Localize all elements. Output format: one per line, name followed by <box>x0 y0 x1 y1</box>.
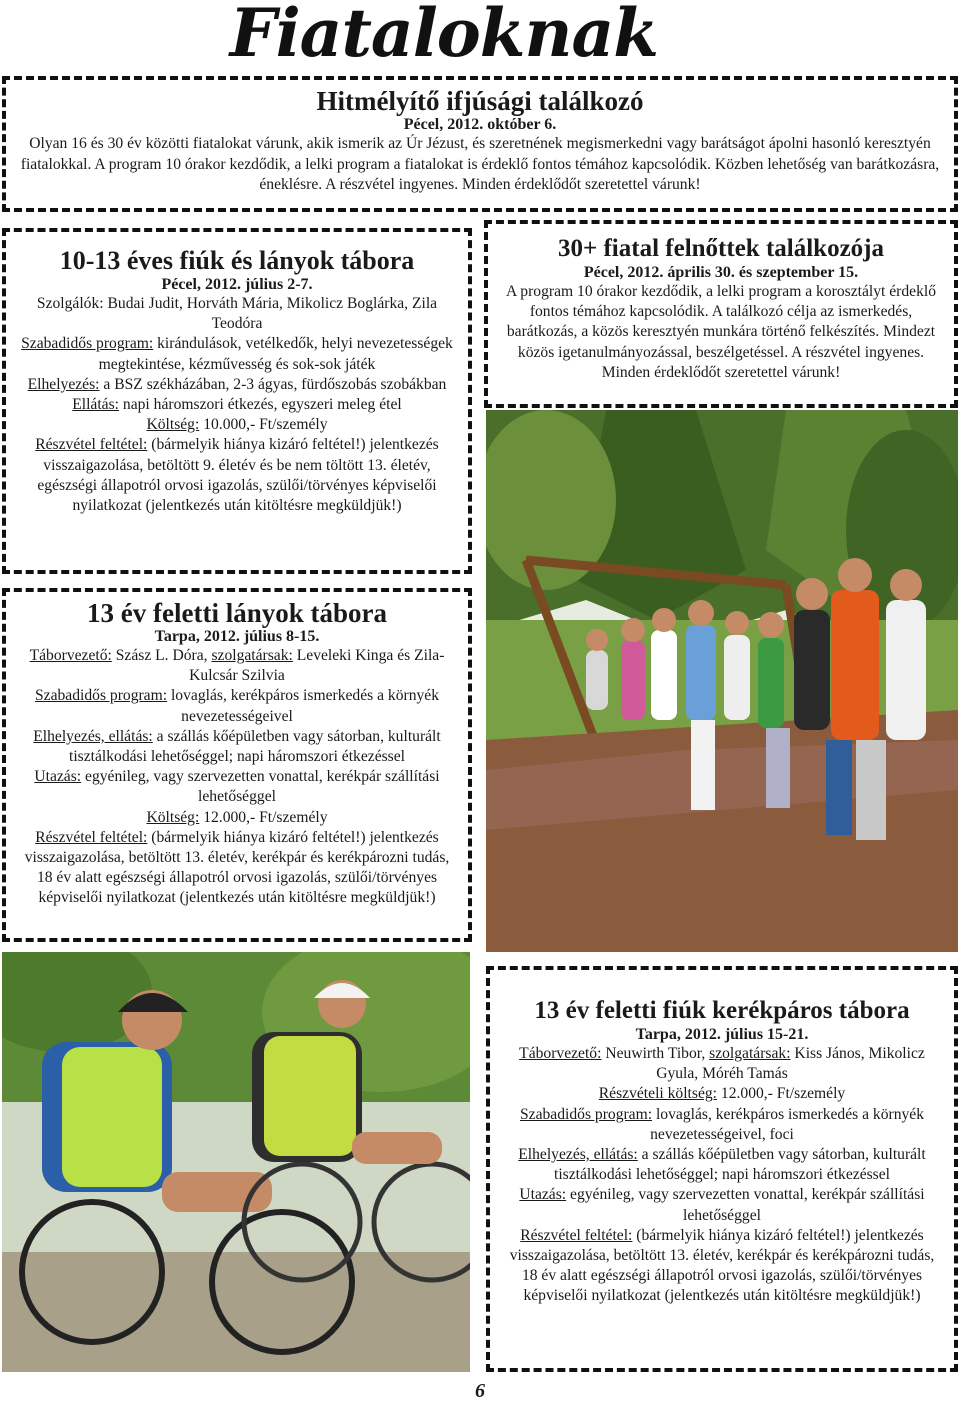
boys-13-box <box>486 966 958 1372</box>
camp-10-13-accommodation <box>16 375 458 395</box>
camp-10-13-cost <box>16 415 458 435</box>
boys-13-leaders <box>502 1044 942 1084</box>
girls-13-subtitle: Tarpa, 2012. július 8-15. <box>154 628 320 645</box>
meeting-title: Hitmélyítő ifjúsági találkozó <box>316 86 644 116</box>
meeting-box <box>2 76 958 212</box>
boys-13-accommodation <box>502 1145 942 1185</box>
girls-13-accommodation <box>16 727 458 767</box>
condition-label: Részvétel feltétel: <box>520 1226 633 1244</box>
camp-10-13-subtitle: Pécel, 2012. július 2-7. <box>161 276 313 293</box>
boys-13-travel <box>502 1185 942 1225</box>
girls-13-cost <box>16 808 458 828</box>
helpers-text: Kiss János, Mikolicz Gyula, Móréh Tamás <box>656 1045 925 1083</box>
accommodation-label: Elhelyezés, ellátás: <box>33 727 153 745</box>
accommodation-text: a BSZ székházában, 2-3 ágyas, fürdőszobás szobákban <box>99 375 447 393</box>
meeting-text: Olyan 16 és 30 év közötti fiatalokat várunk, akik ismerik az Úr Jézust, és szeretnének megismerkedni vagy barátságot ápolni hasonló keresztyén fiatalokkal. A program 10 órakor kezdődik, a lelki program a fiatalokat is érdeklő fontos témához kapcsolódik. Közben lehetőség van barátkozásra, éneklésre. A részvétel ingyenes. Minden érdeklődőt szeretettel várunk! <box>20 135 940 194</box>
leisure-label: Szabadidős program: <box>21 335 154 353</box>
kids-group-illustration <box>486 410 958 952</box>
adults-30-title: 30+ fiatal felnőttek találkozója <box>557 235 884 262</box>
girls-13-title: 13 év feletti lányok tábora <box>87 598 387 628</box>
camp-10-13-box <box>2 228 472 574</box>
girls-13-details <box>16 646 458 909</box>
accommodation-text: a szállás kőépületben vagy sátorban, kulturált tisztálkodási lehetőséggel; napi háromszori étkezéssel <box>68 727 441 766</box>
condition-label: Részvétel feltétel: <box>35 828 148 846</box>
helpers-label: szolgatársak: <box>211 647 293 664</box>
page-title: Fiataloknak <box>229 0 658 72</box>
catering-text: napi háromszori étkezés, egyszeri meleg étel <box>119 396 402 414</box>
camp-10-13-title: 10-13 éves fiúk és lányok tábora <box>59 246 415 275</box>
meeting-subtitle: Pécel, 2012. október 6. <box>403 116 557 133</box>
boys-13-leisure <box>502 1105 942 1145</box>
camp-10-13-condition <box>16 435 458 516</box>
travel-text: egyénileg, vagy szervezetten vonattal, kerékpár szállítási lehetőséggel <box>81 768 440 806</box>
leader-text: Szász L. Dóra, <box>111 647 212 664</box>
girls-13-travel <box>16 767 458 807</box>
adults-30-text: A program 10 órakor kezdődik, a lelki program a korosztályt érdeklő fontos témához kapcsolódik. A találkozó célja az ismerkedés, barátkozás, a közös keresztyén munkára történő felkészítés. Mindezt közös igetanulmányozással, beszélgetéssel. A részvétel ingyenes. Minden érdeklődőt szeretettel várunk! <box>506 283 936 381</box>
adults-30-box <box>484 220 958 408</box>
leisure-label: Szabadidős program: <box>34 687 168 705</box>
cost-text: 10.000,- Ft/személy <box>199 416 328 434</box>
girls-13-box <box>2 588 472 942</box>
camp-10-13-servants: Szolgálók: Budai Judit, Horváth Mária, Mikolicz Boglárka, Zila Teodóra <box>36 295 438 333</box>
leisure-label: Szabadidős program: <box>519 1105 653 1123</box>
condition-label: Részvétel feltétel: <box>35 436 148 454</box>
cost-label: Részvételi költség: <box>598 1085 718 1103</box>
leader-label: Táborvezető: <box>519 1045 602 1062</box>
leisure-text: lovaglás, kerékpáros ismerkedés a környék nevezetességeivel, foci <box>650 1105 925 1143</box>
helpers-label: szolgatársak: <box>709 1045 791 1062</box>
travel-label: Utazás: <box>34 768 82 786</box>
boys-13-details <box>502 1044 942 1307</box>
boys-13-cost <box>502 1084 942 1104</box>
leader-label: Táborvezető: <box>29 647 112 664</box>
cost-label: Költség: <box>146 416 200 434</box>
camp-10-13-leisure <box>16 334 458 374</box>
catering-label: Ellátás: <box>72 396 120 414</box>
girls-13-leisure <box>16 686 458 726</box>
boys-13-subtitle: Tarpa, 2012. július 15-21. <box>635 1026 809 1043</box>
accommodation-label: Elhelyezés, ellátás: <box>518 1146 638 1164</box>
leisure-text: lovaglás, kerékpáros ismerkedés a környék nevezetességeivel <box>167 687 440 725</box>
boys-13-title: 13 év feletti fiúk kerékpáros tábora <box>534 997 910 1024</box>
cyclists-photo <box>2 952 470 1372</box>
boys-13-condition <box>502 1226 942 1307</box>
adults-30-subtitle: Pécel, 2012. április 30. és szeptember 15. <box>583 264 859 281</box>
girls-13-leaders <box>16 646 458 686</box>
travel-label: Utazás: <box>519 1186 567 1204</box>
cost-text: 12.000,- Ft/személy <box>199 808 328 826</box>
cost-label: Költség: <box>146 808 200 826</box>
leader-text: Neuwirth Tibor, <box>601 1045 710 1062</box>
camp-10-13-details <box>16 294 458 516</box>
page-number: 6 <box>475 1380 485 1402</box>
page-header <box>0 0 960 72</box>
accommodation-text: a szállás kőépületben vagy sátorban, kulturált tisztálkodási lehetőséggel; napi háromszori étkezéssel <box>553 1146 926 1184</box>
camp-10-13-catering <box>16 395 458 415</box>
condition-text: (bármelyik hiánya kizáró feltétel!) jelentkezés visszaigazolása, betöltött 13. életév, kerékpár és kerékpározni tudás, 18 év alatt egészségi állapotról orvosi igazolás, szülői/törvényes képviselői nyilatkozat (jelentkezés után kitöltésre megküldjük!) <box>509 1226 935 1305</box>
accommodation-label: Elhelyezés: <box>27 375 100 393</box>
condition-text: (bármelyik hiánya kizáró feltétel!) jelentkezés visszaigazolása, betöltött 13. életév, kerékpár és kerékpározni tudás, 18 év alatt egészségi állapotról orvosi igazolás, szülői/törvényes képviselői nyilatkozat (jelentkezés után kitöltésre megküldjük!) <box>24 828 450 907</box>
condition-text: (bármelyik hiánya kizáró feltétel!) jelentkezés visszaigazolása, betöltött 9. életév és be nem töltött 13. életév, egészségi állapotról orvosi igazolás, szülői/törvényes képviselői nyilatkozat (jelentkezés után kitöltésre megküldjük!) <box>37 436 439 515</box>
kids-group-photo <box>486 410 958 952</box>
helpers-text: Leveleki Kinga és Zila-Kulcsár Szilvia <box>189 647 445 685</box>
leisure-text: kirándulások, vetélkedők, helyi nevezetességek megtekintése, kézművesség és sok-sok játék <box>98 335 453 373</box>
cyclists-illustration <box>2 952 470 1372</box>
travel-text: egyénileg, vagy szervezetten vonattal, kerékpár szállítási lehetőséggel <box>566 1186 925 1224</box>
girls-13-condition <box>16 828 458 909</box>
cost-text: 12.000,- Ft/személy <box>717 1085 846 1103</box>
